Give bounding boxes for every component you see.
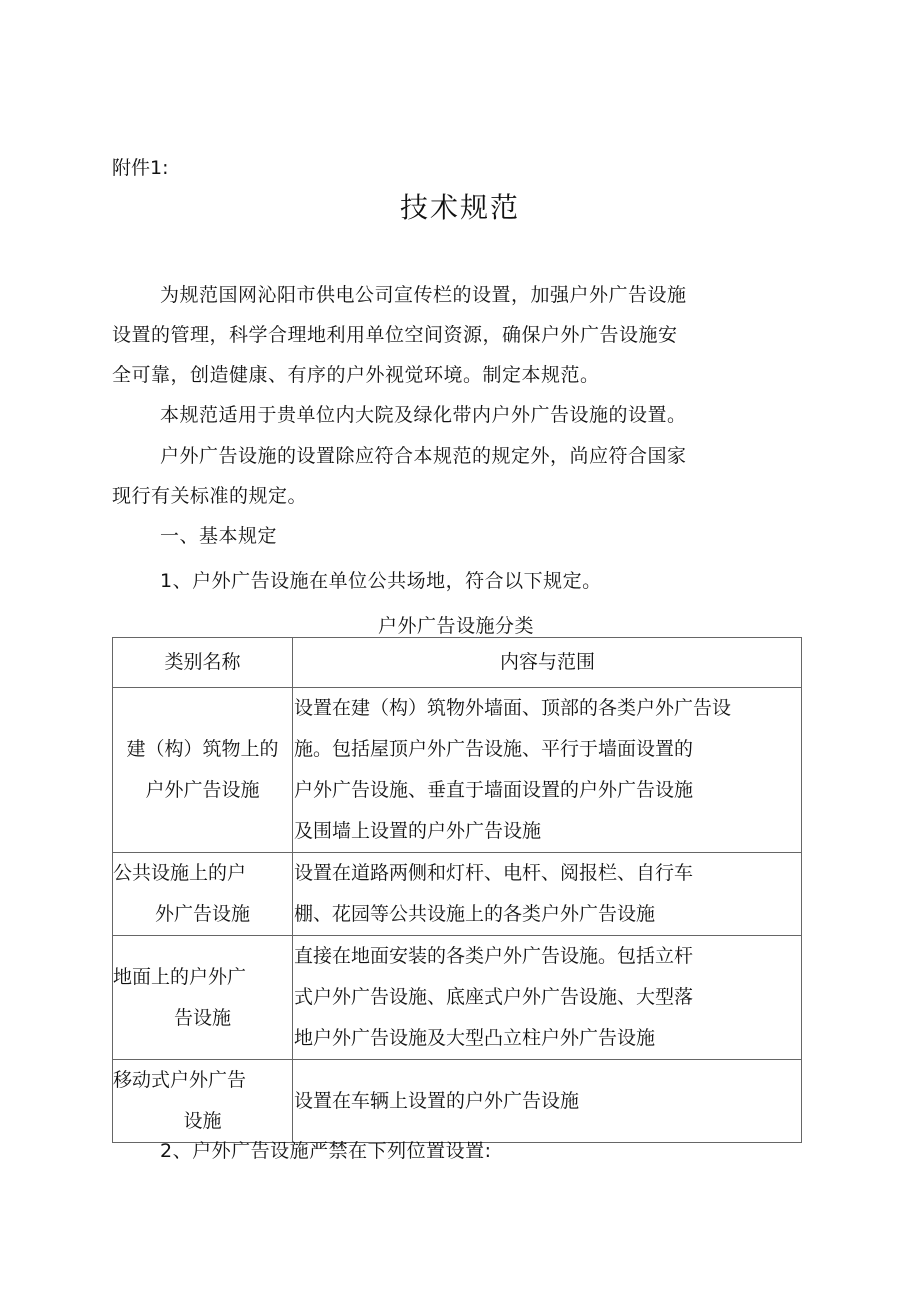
category-line: 移动式户外广告 bbox=[113, 1069, 247, 1091]
content-cell bbox=[293, 688, 802, 853]
category-cell bbox=[113, 936, 293, 1060]
content-cell bbox=[293, 1060, 802, 1143]
paragraph-3-line-2: 现行有关标准的规定。 bbox=[112, 485, 308, 507]
paragraph-1-line-2: 设置的管理，科学合理地利用单位空间资源，确保户外广告设施安 bbox=[112, 324, 678, 346]
table-row bbox=[113, 936, 802, 1060]
category-cell bbox=[113, 853, 293, 936]
content-line: 设置在道路两侧和灯杆、电杆、阅报栏、自行车 bbox=[294, 862, 694, 884]
header-content: 内容与范围 bbox=[293, 638, 802, 688]
category-line: 户外广告设施 bbox=[145, 779, 260, 801]
content-line: 地户外广告设施及大型凸立柱户外广告设施 bbox=[294, 1027, 656, 1049]
content-line: 及围墙上设置的户外广告设施 bbox=[294, 820, 542, 842]
content-line: 设置在车辆上设置的户外广告设施 bbox=[294, 1089, 580, 1112]
category-cell bbox=[113, 688, 293, 853]
content-line: 设置在建（构）筑物外墙面、顶部的各类户外广告设 bbox=[294, 697, 732, 719]
paragraph-1-line-3: 全可靠，创造健康、有序的户外视觉环境。制定本规范。 bbox=[112, 364, 600, 386]
paragraph-2-line-1: 本规范适用于贵单位内大院及绿化带内户外广告设施的设置。 bbox=[160, 404, 687, 426]
content-line: 户外广告设施、垂直于墙面设置的户外广告设施 bbox=[294, 779, 694, 801]
paragraph-3-line-1: 户外广告设施的设置除应符合本规范的规定外，尚应符合国家 bbox=[160, 445, 687, 467]
category-line: 设施 bbox=[183, 1110, 222, 1132]
document-title: 技术规范 bbox=[399, 191, 520, 224]
header-category: 类别名称 bbox=[113, 638, 293, 688]
content-line: 式户外广告设施、底座式户外广告设施、大型落 bbox=[294, 986, 694, 1008]
category-line: 建（构）筑物上的 bbox=[126, 738, 279, 760]
table-header-row bbox=[113, 638, 802, 688]
classification-table bbox=[112, 637, 802, 1143]
category-cell bbox=[113, 1060, 293, 1143]
content-line: 直接在地面安装的各类户外广告设施。包括立杆 bbox=[294, 945, 694, 967]
table-row bbox=[113, 1060, 802, 1143]
paragraph-1-line-1: 为规范国网沁阳市供电公司宣传栏的设置，加强户外广告设施 bbox=[160, 284, 687, 306]
table-caption: 户外广告设施分类 bbox=[377, 615, 534, 637]
content-cell bbox=[293, 936, 802, 1060]
category-line: 公共设施上的户 bbox=[113, 862, 247, 884]
category-line: 告设施 bbox=[173, 1006, 231, 1029]
section-heading-basic-rules: 一、基本规定 bbox=[160, 525, 278, 547]
content-line: 施。包括屋顶户外广告设施、平行于墙面设置的 bbox=[294, 738, 694, 760]
content-line: 棚、花园等公共设施上的各类户外广告设施 bbox=[294, 903, 656, 925]
content-cell bbox=[293, 853, 802, 936]
attachment-label: 附件1: bbox=[112, 157, 169, 179]
table-row bbox=[113, 688, 802, 853]
table-row bbox=[113, 853, 802, 936]
category-line: 地面上的户外广 bbox=[113, 965, 247, 988]
rule-item-2: 2、户外广告设施严禁在下列位置设置: bbox=[160, 1140, 492, 1162]
category-line: 外广告设施 bbox=[154, 903, 250, 925]
rule-item-1: 1、户外广告设施在单位公共场地，符合以下规定。 bbox=[160, 570, 602, 592]
